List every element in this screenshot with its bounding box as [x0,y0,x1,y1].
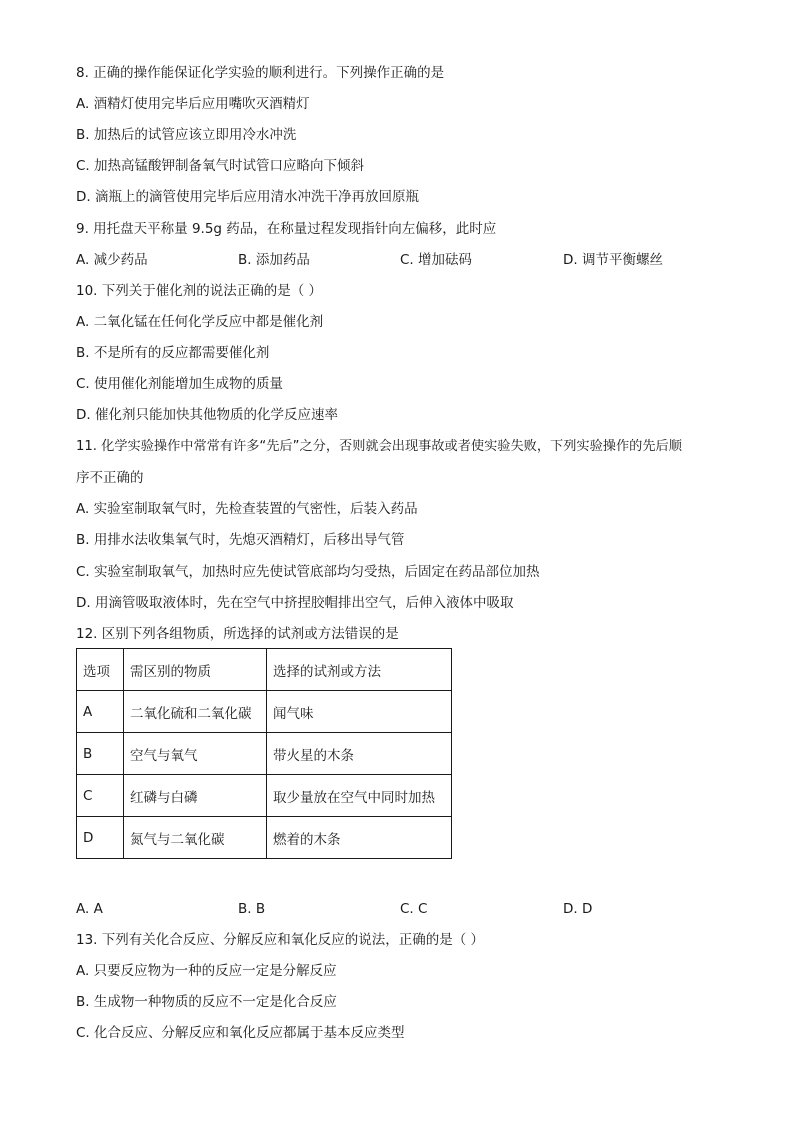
q13-option-a: A. 只要反应物为一种的反应一定是分解反应 [76,963,337,979]
table-cell: B [77,733,124,775]
table-cell: 燃着的木条 [267,817,452,859]
table-cell: 取少量放在空气中同时加热 [267,775,452,817]
q10-option-a: A. 二氧化锰在任何化学反应中都是催化剂 [76,314,324,330]
q11-stem-line1: 11. 化学实验操作中常常有许多“先后”之分，否则就会出现事故或者使实验失败，下列实验操作的先后顺 [76,439,682,454]
q9-stem: 9. 用托盘天平称量 9.5g 药品，在称量过程发现指针向左偏移，此时应 [76,221,497,237]
table-cell: 闻气味 [267,691,452,733]
q9-option-b: B. 添加药品 [238,252,310,268]
q13-option-b: B. 生成物一种物质的反应不一定是化合反应 [76,994,337,1010]
table-header-cell: 需区别的物质 [124,649,267,691]
q11-option-c: C. 实验室制取氧气，加热时应先使试管底部均匀受热，后固定在药品部位加热 [76,564,540,580]
table-cell: D [77,817,124,859]
table-header-row [77,649,452,691]
table-row [77,733,452,775]
q9-option-c: C. 增加砝码 [400,252,473,268]
q12-stem: 12. 区别下列各组物质，所选择的试剂或方法错误的是 [76,626,399,642]
q11-option-a: A. 实验室制取氧气时，先检查装置的气密性，后装入药品 [76,501,418,517]
q12-option-c: C. C [400,901,428,917]
table-cell: 红磷与白磷 [124,775,267,817]
q11-option-b: B. 用排水法收集氧气时，先熄灭酒精灯，后移出导气管 [76,532,405,548]
q10-stem: 10. 下列关于催化剂的说法正确的是（ ） [76,283,323,299]
table-cell: 二氧化硫和二氧化碳 [124,691,267,733]
table-cell: A [77,691,124,733]
table-cell: 空气与氧气 [124,733,267,775]
table-row [77,775,452,817]
table-row [77,817,452,859]
table-row [77,691,452,733]
q8-option-b: B. 加热后的试管应该立即用冷水冲洗 [76,127,297,143]
table-header-cell: 选择的试剂或方法 [267,649,452,691]
q8-option-c: C. 加热高锰酸钾制备氧气时试管口应略向下倾斜 [76,158,365,174]
q8-stem: 8. 正确的操作能保证化学实验的顺利进行。下列操作正确的是 [76,65,445,81]
table-header-cell: 选项 [77,649,124,691]
q12-table [76,648,452,859]
q12-option-b: B. B [238,901,266,917]
q10-option-d: D. 催化剂只能加快其他物质的化学反应速率 [76,407,338,423]
q12-option-a: A. A [76,901,103,917]
q10-option-c: C. 使用催化剂能增加生成物的质量 [76,376,284,392]
table-cell: 氮气与二氧化碳 [124,817,267,859]
table-cell: C [77,775,124,817]
q11-stem-line2: 序不正确的 [76,470,144,486]
q10-option-b: B. 不是所有的反应都需要催化剂 [76,345,270,361]
q11-option-d: D. 用滴管吸取液体时，先在空气中挤捏胶帽排出空气，后伸入液体中吸取 [76,595,514,611]
q12-option-d: D. D [563,901,593,917]
q8-option-d: D. 滴瓶上的滴管使用完毕后应用清水冲洗干净再放回原瓶 [76,189,419,205]
q8-option-a: A. 酒精灯使用完毕后应用嘴吹灭酒精灯 [76,96,310,112]
table-cell: 带火星的木条 [267,733,452,775]
q13-stem: 13. 下列有关化合反应、分解反应和氧化反应的说法，正确的是（ ） [76,932,485,948]
q13-option-c: C. 化合反应、分解反应和氧化反应都属于基本反应类型 [76,1025,405,1041]
q9-option-a: A. 减少药品 [76,252,148,268]
q9-option-d: D. 调节平衡螺丝 [563,252,663,268]
